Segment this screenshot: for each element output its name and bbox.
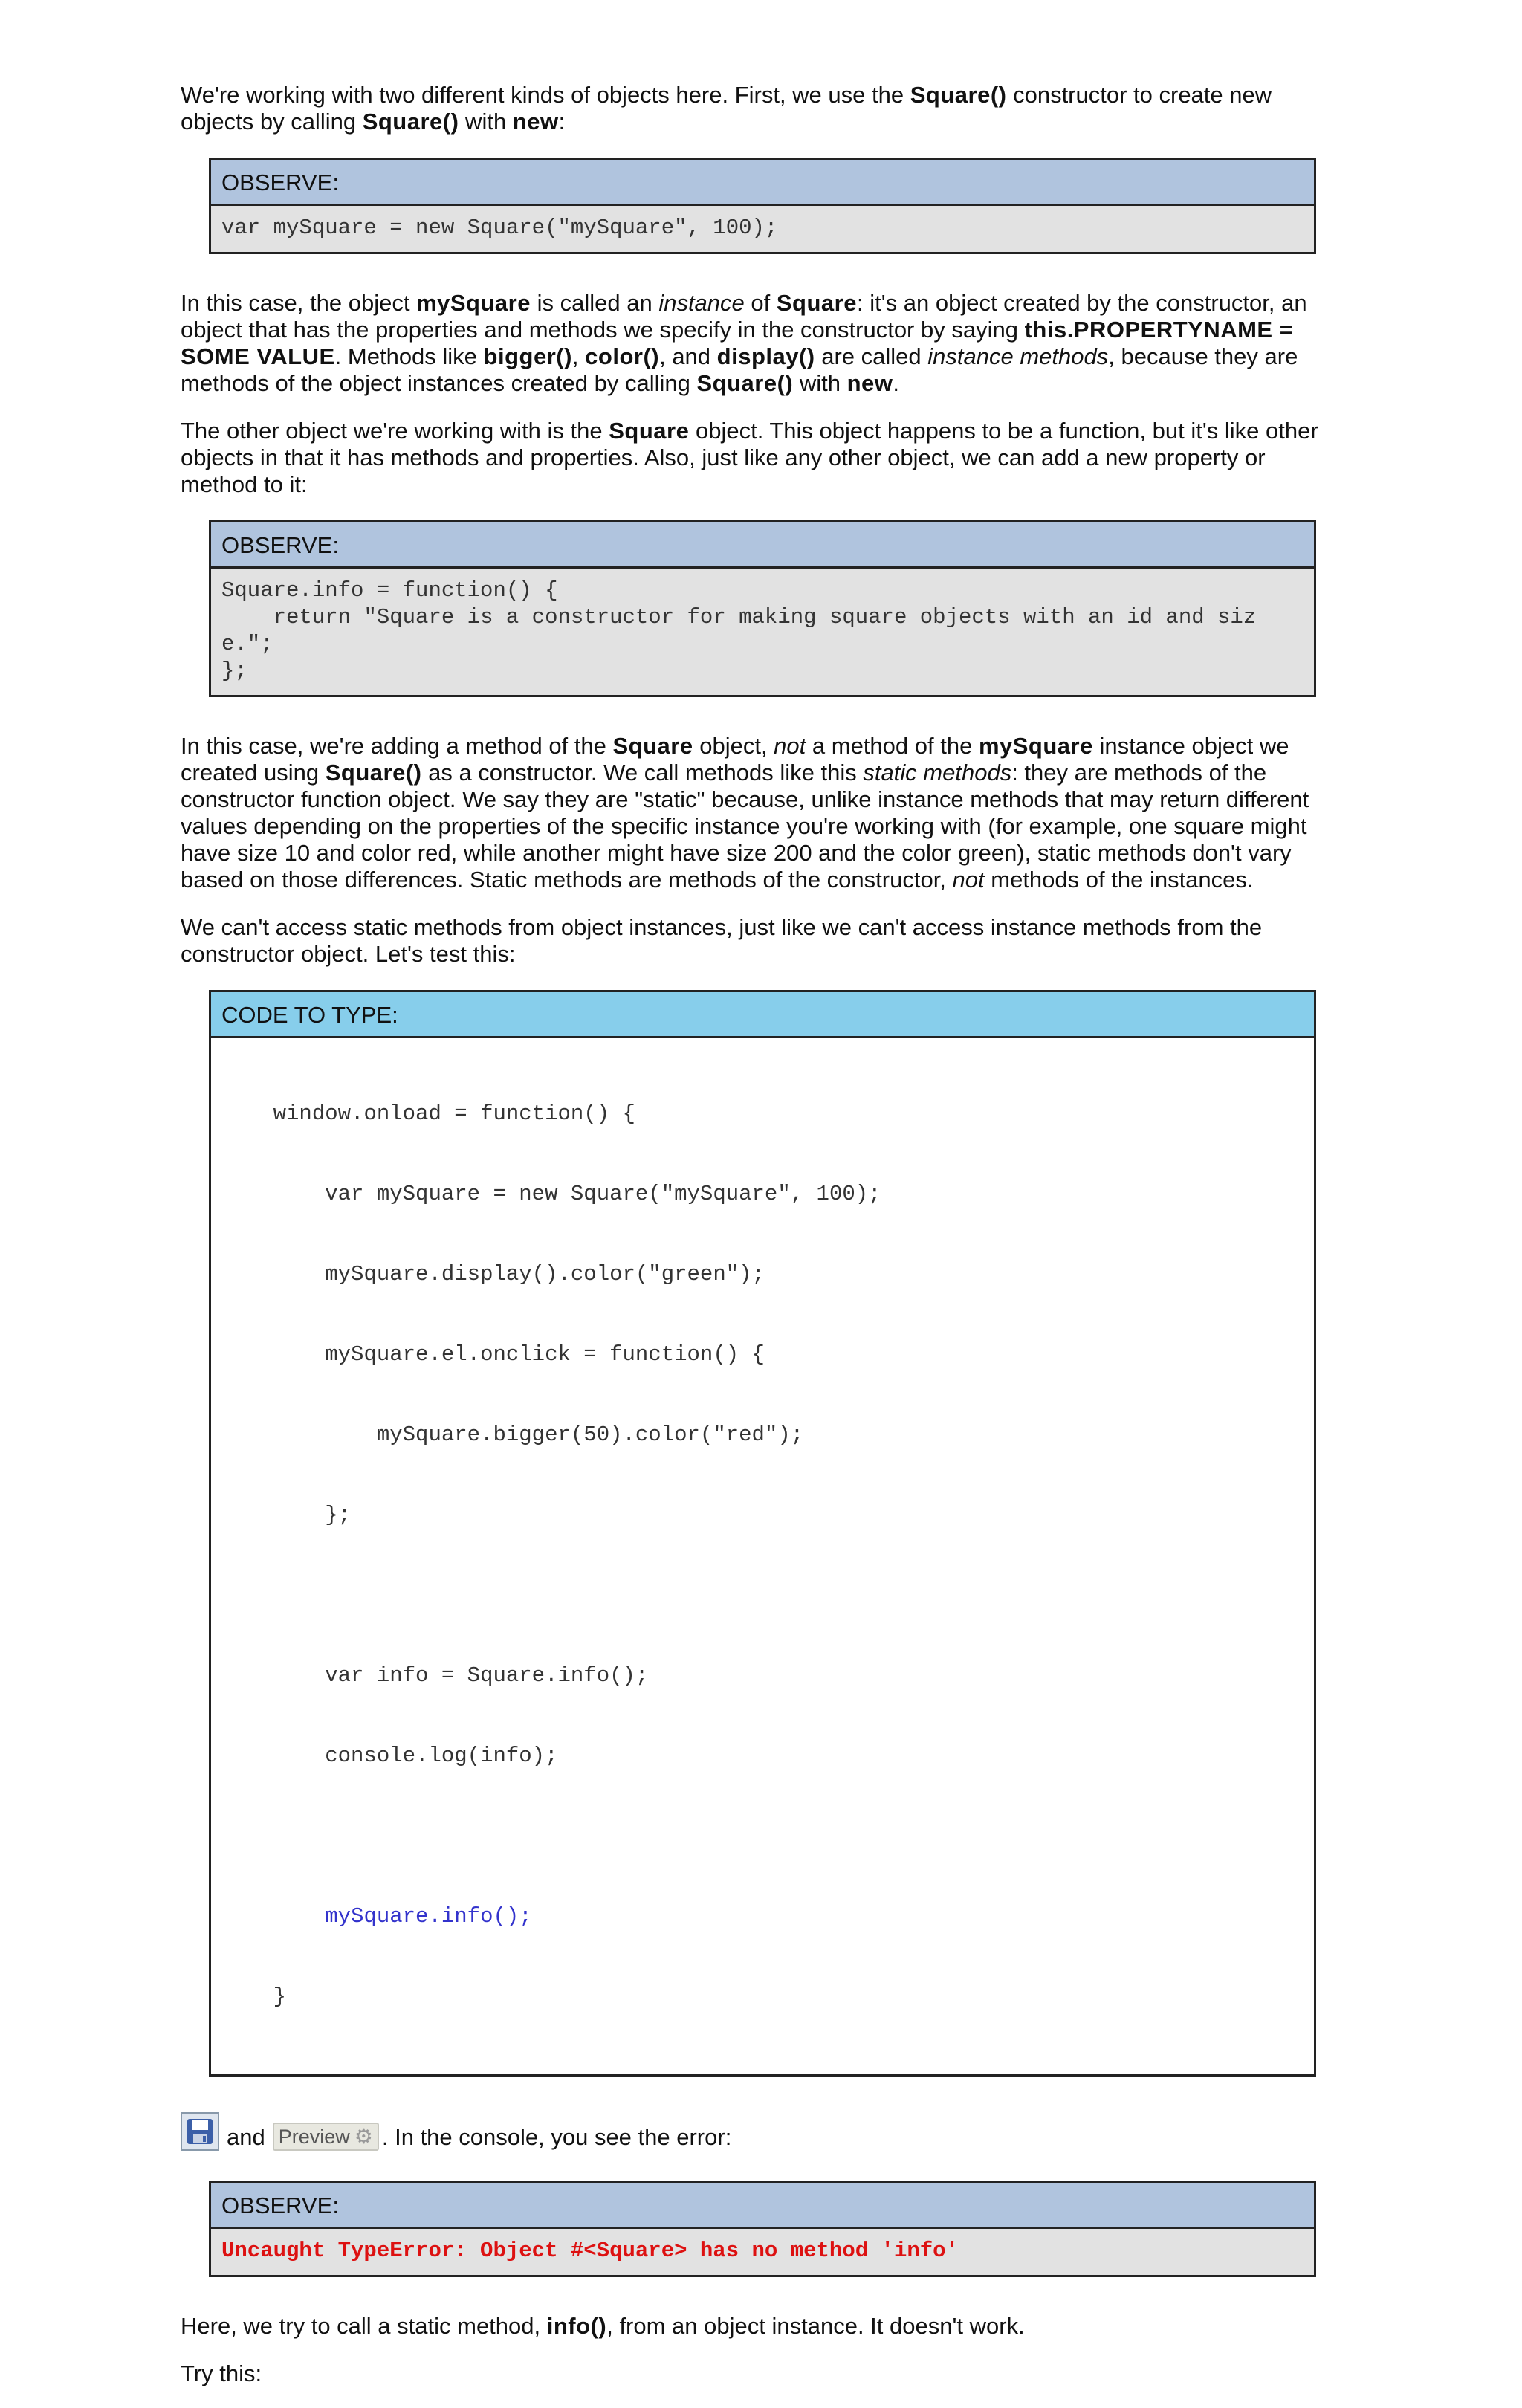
save-icon[interactable] (181, 2112, 219, 2151)
code-line: }; (221, 1503, 352, 1527)
and-text: and (227, 2124, 265, 2150)
observe-error (211, 2229, 1314, 2275)
console-text: . In the console, you see the error: (381, 2124, 732, 2150)
paragraph-test-intro: We can't access static methods from object instances, just like we can't access instance methods from the constructor object. Let's test this: (181, 914, 1263, 967)
paragraph-static-methods: In this case, we're adding a method of the Square object, not a method of the mySquare instance object we created using Square() as a constructor. We call methods like this static methods: they are methods of the constructor function object. We say they are "static" because, unlike instance methods that may return different values depending on the properties of the specific instance you're working with (for example, one square might have size 10 and color red, while another might have size 200 and the color green), static methods don't vary based on those differences. Static methods are methods of the constructor, not methods of the instances. (181, 733, 1309, 893)
observe-code: var mySquare = new Square("mySquare", 100); (211, 206, 1314, 252)
observe-box-3 (209, 2181, 1316, 2277)
error-text: Uncaught TypeError: Object #<Square> has no method 'info' (221, 2239, 959, 2263)
preview-label: Preview (278, 2126, 350, 2148)
save-preview-row (181, 2112, 1347, 2151)
paragraph-instance: In this case, the object mySquare is called an instance of Square: it's an object created by the constructor, an object that has the properties and methods we specify in the constructor by saying this.PROPERTYNAME = SOME VALUE. Methods like bigger(), color(), and display() are called instance methods, because they are methods of the object instances created by calling Square() with new. (181, 290, 1307, 396)
observe-header: OBSERVE: (211, 160, 1314, 206)
code-line: var mySquare = new Square("mySquare", 100); (221, 1182, 881, 1206)
code-to-type-body (211, 1038, 1314, 2074)
document-content (181, 82, 1347, 2408)
code-line: mySquare.display().color("green"); (221, 1262, 765, 1286)
code-line: window.onload = function() { (221, 1101, 635, 1126)
observe-header: OBSERVE: (211, 2183, 1314, 2229)
observe-box-2 (209, 520, 1316, 697)
paragraph-try-this: Try this: (181, 2360, 262, 2386)
observe-box-1 (209, 158, 1316, 254)
observe-header: OBSERVE: (211, 522, 1314, 569)
paragraph-intro: We're working with two different kinds of objects here. First, we use the Square() constructor to create new objects by calling Square() with new: (181, 82, 1272, 135)
code-line: console.log(info); (221, 1744, 558, 1768)
code-line: mySquare.el.onclick = function() { (221, 1342, 765, 1367)
code-line (221, 1823, 1304, 1850)
code-line: mySquare.bigger(50).color("red"); (221, 1423, 804, 1447)
preview-button[interactable] (273, 2123, 379, 2151)
observe-code: Square.info = function() { return "Square is a constructor for making square objects with an id and size."; }; (211, 569, 1314, 695)
code-to-type-header: CODE TO TYPE: (211, 992, 1314, 1038)
paragraph-static-call: Here, we try to call a static method, info(), from an object instance. It doesn't work. (181, 2313, 1025, 2339)
gear-icon: ⚙ (354, 2125, 373, 2148)
code-to-type-box (209, 990, 1316, 2077)
paragraph-square-object: The other object we're working with is the Square object. This object happens to be a function, but it's like other objects in that it has methods and properties. Also, just like any other object, we can add a new property or method to it: (181, 418, 1318, 497)
code-line: } (221, 1984, 287, 2009)
code-line (221, 1582, 1304, 1609)
code-line: var info = Square.info(); (221, 1663, 649, 1688)
code-line-highlighted: mySquare.info(); (221, 1904, 532, 1929)
